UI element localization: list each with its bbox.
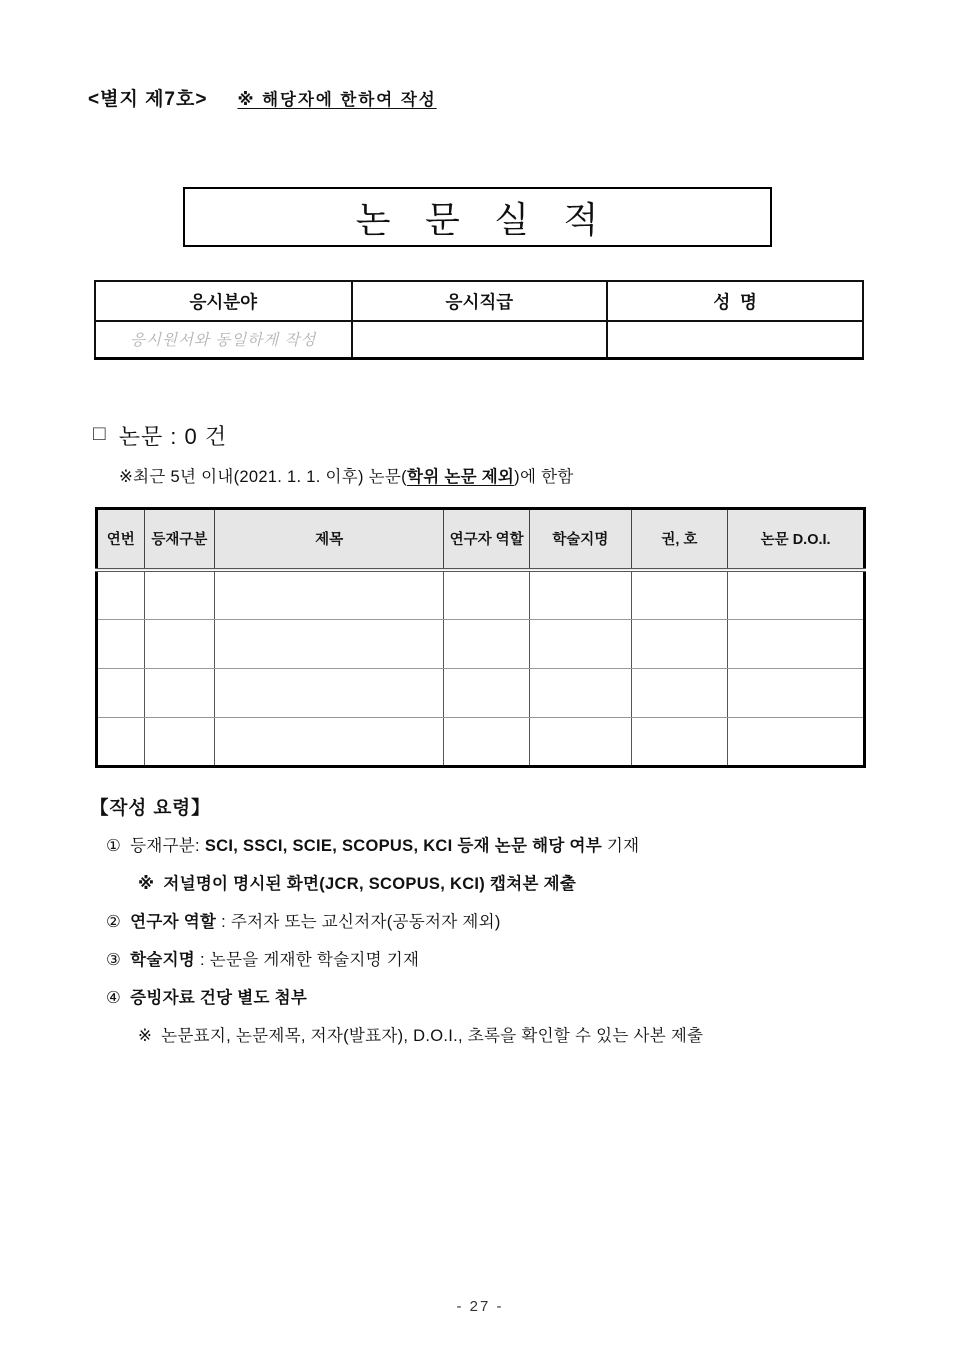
attachment-header — [88, 84, 866, 111]
document-title: 논 문 실 적 — [355, 198, 611, 240]
papers-table-empty-cell — [728, 668, 865, 717]
papers-table-empty-cell — [97, 717, 145, 766]
attachment-number-label: <별지 제7호> — [88, 89, 208, 110]
papers-table-empty-cell — [215, 619, 444, 668]
papers-table-empty-cell — [444, 619, 530, 668]
papers-table-empty-cell — [631, 619, 728, 668]
applicant-field-cell — [95, 321, 352, 358]
circled-number-icon: ③ — [106, 950, 122, 969]
instruction-text: 저널명이 명시된 화면(JCR, SCOPUS, KCI) 캡쳐본 제출 — [163, 874, 577, 893]
papers-table-empty-cell — [144, 570, 215, 619]
instruction-item — [90, 910, 866, 934]
papers-table-row — [97, 717, 865, 766]
papers-table-empty-cell — [728, 570, 865, 619]
applicant-grade-header: 응시직급 — [352, 281, 608, 321]
papers-table-empty-cell — [530, 619, 631, 668]
circled-number-icon: ④ — [106, 988, 122, 1007]
applicant-field-placeholder: 응시원서와 동일하게 작성 — [130, 332, 317, 350]
reference-mark-icon: ※ — [138, 1026, 153, 1045]
page-number: - 27 - — [456, 1298, 504, 1315]
paper-eligibility-note — [119, 463, 866, 487]
instructions-heading: 【작성 요령】 — [90, 796, 211, 818]
papers-table-body — [97, 570, 865, 766]
applicant-info-table — [94, 280, 864, 360]
papers-table-empty-cell — [97, 668, 145, 717]
instruction-item — [90, 986, 866, 1010]
attachment-note: ※ 해당자에 한하여 작성 — [237, 91, 437, 109]
instruction-text: 증빙자료 건당 별도 첨부 — [130, 988, 308, 1007]
papers-table-empty-cell — [215, 717, 444, 766]
note-emphasis: 학위 논문 제외 — [406, 467, 515, 486]
papers-table-empty-cell — [631, 668, 728, 717]
col-header-doi: 논문 D.O.I. — [728, 508, 865, 570]
papers-table-empty-cell — [144, 717, 215, 766]
paper-count-label: 논문 : 0 건 — [118, 423, 228, 449]
papers-table-empty-cell — [444, 717, 530, 766]
instruction-item — [90, 948, 866, 972]
papers-table-empty-cell — [215, 570, 444, 619]
col-header-researcher-role: 연구자 역할 — [444, 508, 530, 570]
circled-number-icon: ① — [106, 836, 122, 855]
note-suffix: )에 한함 — [514, 467, 574, 486]
instruction-text: 연구자 역할 : 주저자 또는 교신저자(공동저자 제외) — [130, 912, 501, 931]
applicant-field-header: 응시분야 — [95, 281, 352, 321]
col-header-volume-issue: 권, 호 — [631, 508, 728, 570]
applicant-name-cell — [607, 321, 863, 358]
papers-table-empty-cell — [97, 570, 145, 619]
col-header-journal-name: 학술지명 — [530, 508, 631, 570]
note-prefix: ※최근 5년 이내(2021. 1. 1. 이후) 논문( — [119, 467, 407, 486]
instruction-text: 학술지명 : 논문을 게재한 학술지명 기재 — [130, 950, 420, 969]
instruction-text: 논문표지, 논문제목, 저자(발표자), D.O.I., 초록을 확인할 수 있는 사본 제출 — [161, 1026, 704, 1045]
papers-table-empty-cell — [530, 717, 631, 766]
paper-count-heading — [93, 420, 866, 451]
papers-table-empty-cell — [144, 668, 215, 717]
papers-table-row — [97, 668, 865, 717]
instruction-item — [90, 834, 866, 858]
reference-mark-icon: ※ — [138, 874, 155, 893]
instructions-section — [90, 794, 866, 1048]
col-header-index-type: 등재구분 — [144, 508, 215, 570]
applicant-table-header-row — [95, 281, 863, 321]
papers-table-empty-cell — [530, 570, 631, 619]
papers-table-empty-cell — [631, 570, 728, 619]
applicant-grade-cell — [352, 321, 608, 358]
instruction-subnote — [90, 1024, 866, 1048]
papers-table-empty-cell — [444, 570, 530, 619]
col-header-number: 연번 — [97, 508, 145, 570]
instructions-list — [90, 834, 866, 1048]
papers-list-table — [95, 507, 866, 768]
circled-number-icon: ② — [106, 912, 122, 931]
checkbox-icon: □ — [93, 422, 107, 445]
papers-table-empty-cell — [444, 668, 530, 717]
papers-table-empty-cell — [631, 717, 728, 766]
papers-table-header-row — [97, 508, 865, 570]
document-title-box — [183, 187, 772, 247]
papers-table-empty-cell — [728, 619, 865, 668]
applicant-table-input-row — [95, 321, 863, 358]
applicant-name-header: 성 명 — [607, 281, 863, 321]
instruction-text: 등재구분: SCI, SSCI, SCIE, SCOPUS, KCI 등재 논문 해당 여부 기재 — [130, 836, 640, 855]
papers-table-empty-cell — [530, 668, 631, 717]
instruction-subnote — [90, 872, 866, 896]
papers-table-row — [97, 570, 865, 619]
papers-table-empty-cell — [144, 619, 215, 668]
papers-table-empty-cell — [97, 619, 145, 668]
papers-table-empty-cell — [215, 668, 444, 717]
col-header-title: 제목 — [215, 508, 444, 570]
papers-table-empty-cell — [728, 717, 865, 766]
papers-table-row — [97, 619, 865, 668]
